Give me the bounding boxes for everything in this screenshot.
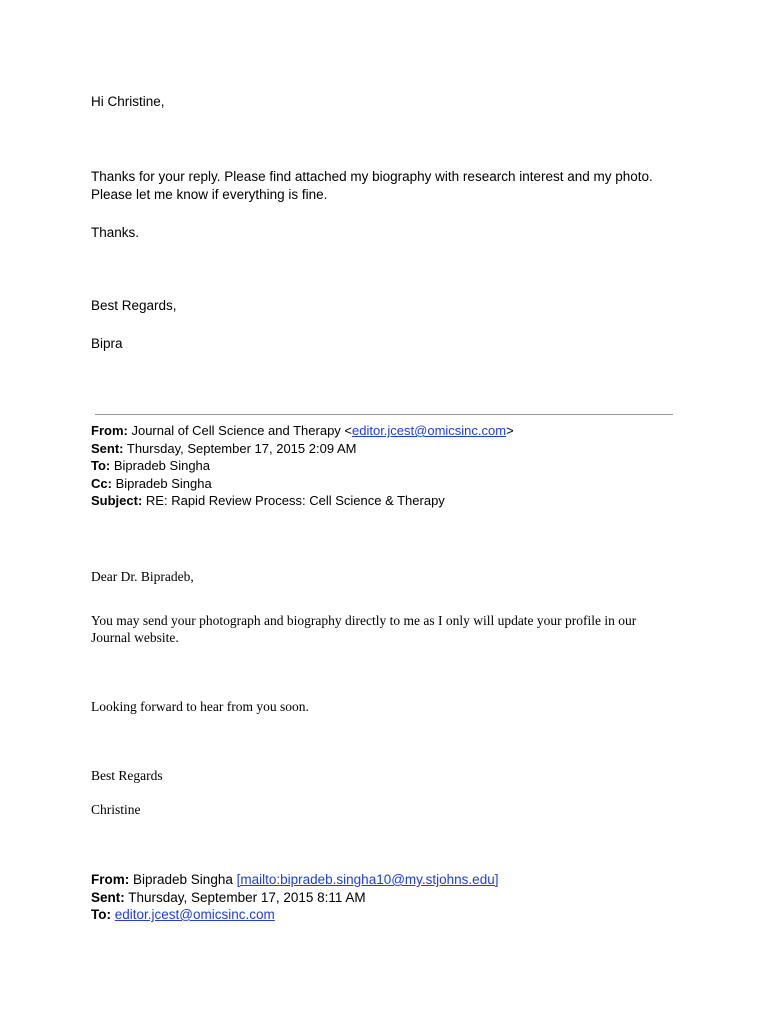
quoted-paragraph-line-2: Journal website. bbox=[91, 630, 179, 645]
from-name-2: Bipradeb Singha bbox=[133, 872, 233, 887]
reply-body-line-2: Please let me know if everything is fine. bbox=[91, 187, 328, 202]
sent-label: Sent: bbox=[91, 440, 124, 456]
cc-label: Cc: bbox=[91, 475, 112, 491]
subject-row bbox=[91, 492, 514, 510]
to-label: To: bbox=[91, 458, 111, 473]
from-email-link[interactable]: editor.jcest@omicsinc.com bbox=[352, 423, 507, 438]
quoted-closing: Best Regards bbox=[91, 768, 163, 783]
from-label-2: From: bbox=[91, 872, 130, 887]
to-label-2: To: bbox=[91, 907, 111, 922]
reply-signature: Bipra bbox=[91, 336, 123, 351]
to-row bbox=[91, 457, 514, 475]
quoted-signature: Christine bbox=[91, 802, 141, 817]
quote-separator bbox=[95, 414, 673, 415]
reply-closing: Best Regards, bbox=[91, 298, 177, 313]
to-row-2 bbox=[91, 906, 498, 924]
from-label: From: bbox=[91, 423, 128, 438]
subject-value: RE: Rapid Review Process: Cell Science & Therapy bbox=[145, 493, 445, 508]
from-name: Journal of Cell Science and Therapy < bbox=[131, 423, 352, 438]
quoted-header-1 bbox=[91, 422, 514, 510]
sent-row bbox=[91, 440, 514, 458]
sent-value-2: Thursday, September 17, 2015 8:11 AM bbox=[128, 889, 366, 905]
quoted-paragraph-line-1: You may send your photograph and biography directly to me as I only will update your profile in our bbox=[91, 613, 637, 628]
cc-row bbox=[91, 475, 514, 493]
to-email-link[interactable]: editor.jcest@omicsinc.com bbox=[114, 907, 275, 922]
from-row-2 bbox=[91, 871, 498, 889]
cc-value: Bipradeb Singha bbox=[115, 475, 212, 491]
from-row bbox=[91, 422, 514, 440]
from-mailto-link[interactable]: [mailto:bipradeb.singha10@my.stjohns.edu] bbox=[236, 872, 499, 887]
subject-label: Subject: bbox=[91, 493, 143, 508]
sent-row-2 bbox=[91, 889, 498, 907]
sent-value: Thursday, September 17, 2015 2:09 AM bbox=[126, 440, 357, 456]
reply-body-line-1: Thanks for your reply. Please find attached my biography with research interest and my photo. bbox=[91, 169, 653, 184]
quoted-looking-forward: Looking forward to hear from you soon. bbox=[91, 699, 309, 714]
reply-thanks: Thanks. bbox=[91, 225, 140, 240]
from-email-close: > bbox=[506, 423, 514, 438]
to-value: Bipradeb Singha bbox=[113, 458, 211, 473]
quoted-salutation: Dear Dr. Bipradeb, bbox=[91, 569, 194, 584]
sent-label-2: Sent: bbox=[91, 889, 125, 905]
quoted-header-2 bbox=[91, 871, 498, 924]
greeting: Hi Christine, bbox=[91, 94, 165, 109]
